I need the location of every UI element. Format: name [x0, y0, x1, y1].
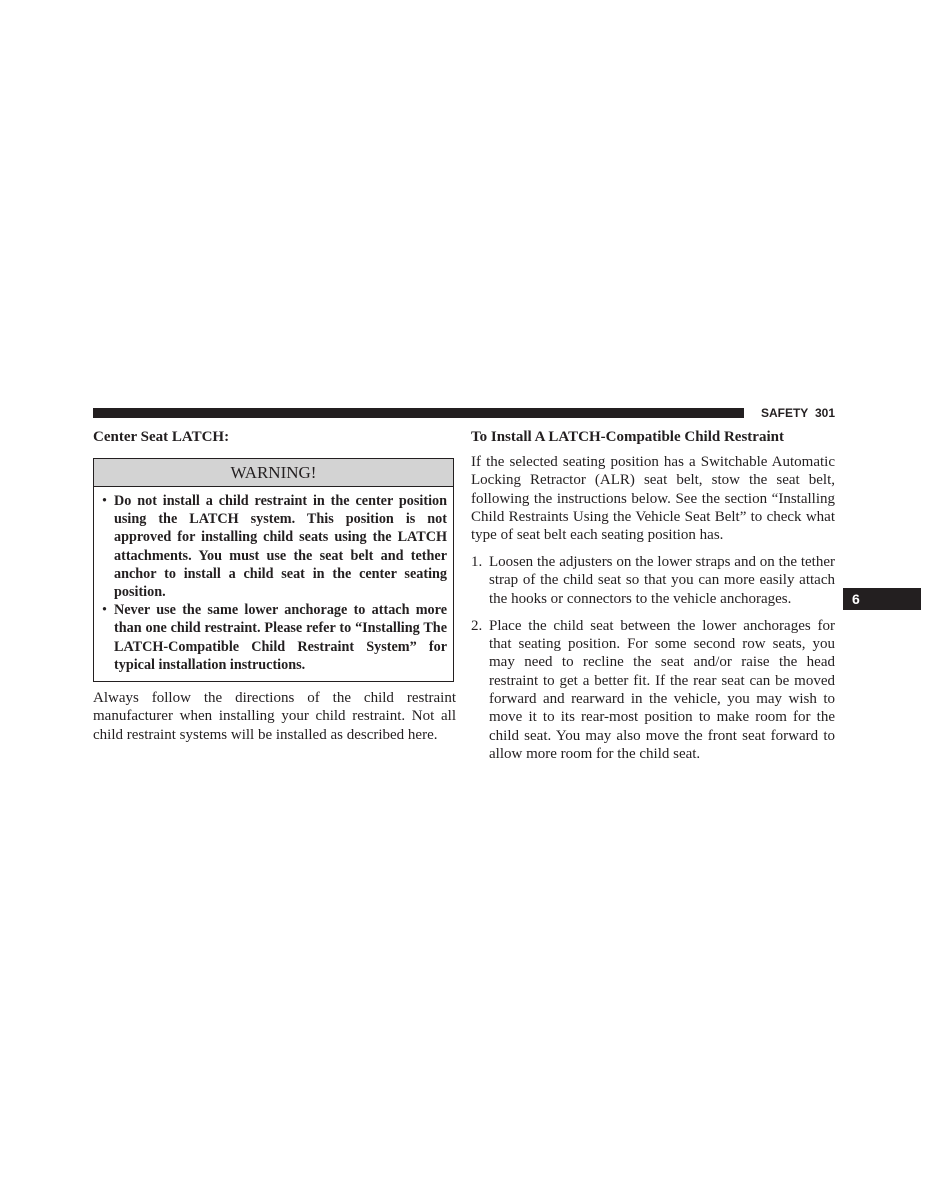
warning-list: [94, 487, 453, 674]
warning-box: [93, 458, 454, 682]
warning-item-text: Never use the same lower anchorage to attach more than one child restraint. Please refer to “Installing The LATCH-Compatible Child Restraint System” for typical installation instructions.: [114, 602, 447, 673]
steps-list: [471, 553, 835, 763]
chapter-tab: 6: [843, 588, 921, 610]
warning-item: [102, 601, 447, 674]
warning-item: [102, 492, 447, 601]
step-number: 2.: [471, 617, 483, 634]
intro-paragraph: If the selected seating position has a Switchable Automatic Locking Retractor (ALR) seat belt, stow the seat belt, following the instructions below. See the section “Installing Child Restraints Using the Vehicle Seat Belt” to check what type of seat belt each seating position has.: [471, 454, 835, 544]
warning-item-text: Do not install a child restraint in the center position using the LATCH system. This position is not approved for installing child seats using the LATCH attachments. You must use the seat belt and tether anchor to install a child seat in the center seating position.: [114, 493, 447, 601]
step-item: [471, 617, 835, 763]
page-number: 301: [814, 406, 835, 420]
step-item: [471, 553, 835, 608]
running-header: [752, 405, 835, 421]
bullet-icon: •: [102, 493, 107, 509]
section-title: SAFETY: [760, 406, 809, 420]
left-paragraph: Always follow the directions of the child restraint manufacturer when installing your child restraint. Not all child restraint systems will be installed as described here.: [93, 690, 456, 743]
step-number: 1.: [471, 554, 483, 570]
warning-title: WARNING!: [94, 459, 453, 487]
step-text: Loosen the adjusters on the lower straps and on the tether strap of the child seat so that you can more easily attach the hooks or connectors to the vehicle anchorages.: [489, 554, 835, 607]
step-text: Place the child seat between the lower anchorages for that seating position. For some second row seats, you may need to recline the seat and/or raise the head restraint to get a better fit. If the rear seat can be moved forward and rearward in the vehicle, you may wish to move it to its rear-most position to make room for the child seat. You may also move the front seat forward to allow more room for the child seat.: [489, 617, 835, 762]
center-seat-heading: Center Seat LATCH:: [93, 429, 230, 445]
bullet-icon: •: [102, 602, 107, 619]
latch-install-heading: To Install A LATCH-Compatible Child Restraint: [471, 429, 784, 445]
header-rule: [93, 408, 744, 418]
